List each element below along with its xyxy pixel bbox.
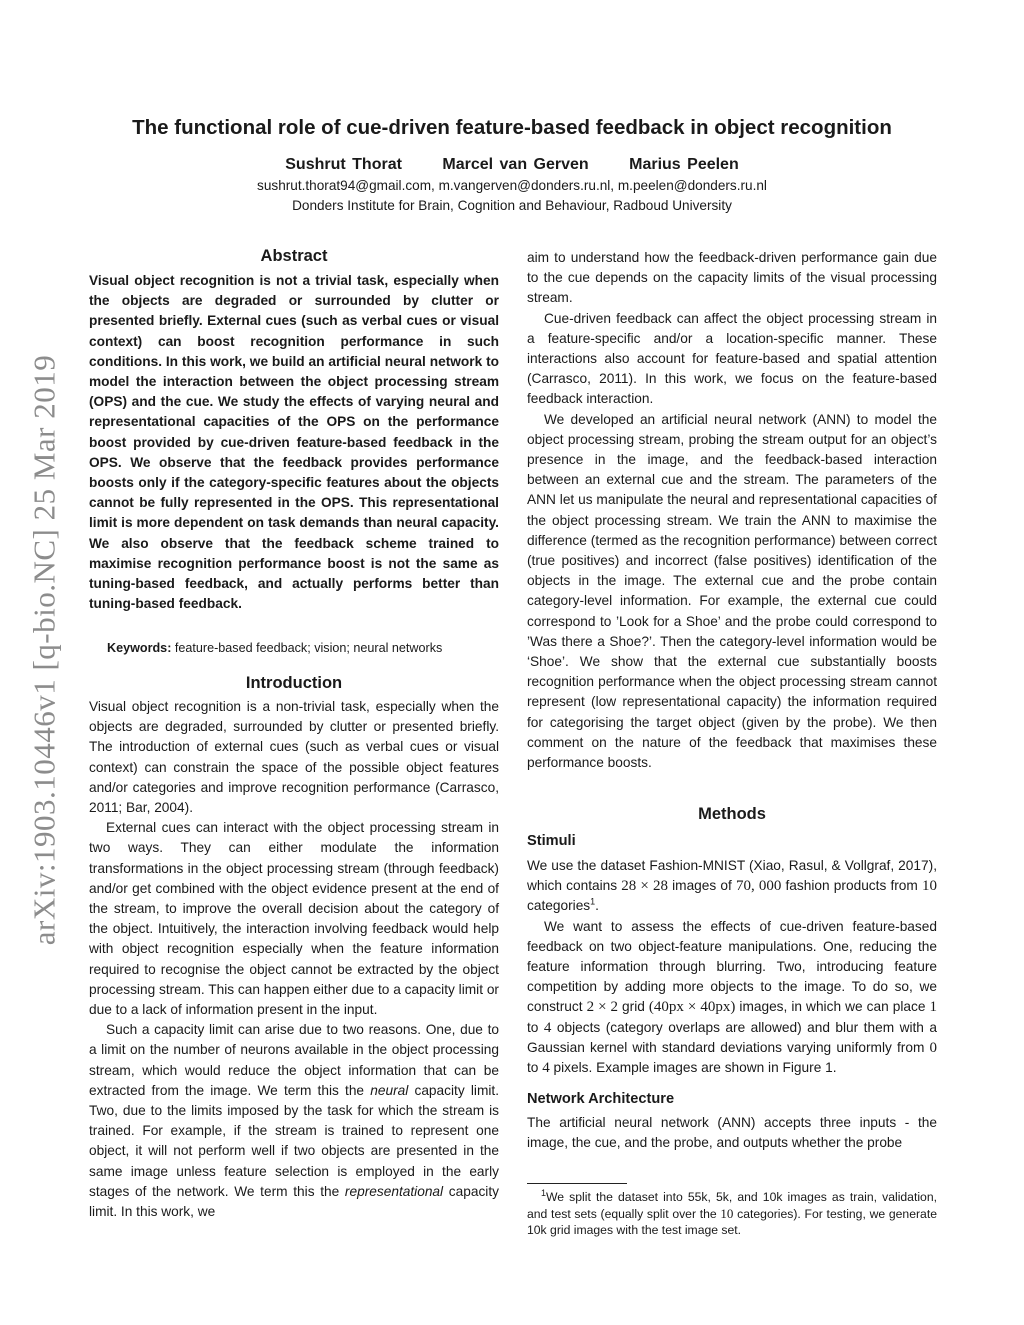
author-emails: sushrut.thorat94@gmail.com, m.vangerven@donders.ru.nl, m.peelen@donders.ru.nl [257, 178, 767, 193]
author-list [0, 156, 1024, 174]
methods-heading: Methods [698, 805, 766, 823]
abstract-heading: Abstract [260, 247, 328, 265]
intro-continued [527, 248, 937, 773]
stimuli-paragraph-2: We want to assess the effects of cue-driven feature-based feedback on two object-feature manipulations. One, reducing the feature information through blurring. Two, introducing feature competition by adding more objects to the image. To do so, we construct 2 × 2 grid (40px × 40px) images, in which we can place 1 to 4 objects (category overlaps are allowed) and blur them with a Gaussian kernel with standard deviations varying uniformly from 0 to 4 pixels. Example images are shown in Figure 1. [527, 918, 937, 1077]
intro-paragraph-6: We developed an artificial neural network (ANN) to model the object processing stream, probing the stream output for an object’s presence in the image, and the feedback-based interaction between an external cue and the stream. The parameters of the ANN let us manipulate the neural and representational capacities of the object processing stream. We train the ANN to maximise the difference (termed as the recognition performance) between correct (true positives) and incorrect (false positives) identification of the objects in the image. The external cue and the probe contain category-level information. For example, the external cue could correspond to ’Look for a Shoe’ and the probe could correspond to ’Was there a Shoe?’. Then the category-level information would be ‘Shoe’. We show that the external cue substantially boosts recognition performance when the object processing stream cannot represent (low representational capacity) the information required for categorising the target object (given by the probe). We then comment on the nature of the feedback that maximises these performance boosts. [527, 411, 937, 771]
intro-paragraph-2: External cues can interact with the object processing stream in two ways. They can either modulate the information transformations in the object processing stream (through feedback) and/or get combined with the object evidence present at the end of the stream, to improve the overall decision about the category of the object. Intuitively, the interaction involving feedback would help with object recognition especially when the feature information required to recognise the object cannot be extracted by the object processing stream. This can happen either due to a capacity limit or due to a lack of information present in the input. [89, 820, 499, 1018]
intro-paragraph-5: Cue-driven feedback can affect the object processing stream in a feature-specific and/or a location-specific manner. These interactions also account for feature-based and spatial attention (Carrasco, 2011). In this work, we focus on the feature-based feedback interaction. [527, 310, 937, 407]
network-architecture-heading: Network Architecture [527, 1091, 675, 1108]
emphasis-neural: neural [370, 1082, 409, 1098]
intro-paragraph-4: aim to understand how the feedback-driven performance gain due to the cue depends on the capacity limits of the visual processing stream. [527, 250, 937, 306]
arxiv-identifier-banner [22, 330, 66, 970]
footnote-number: 1 [541, 1187, 547, 1198]
footnote-marker: 1 [590, 896, 596, 907]
footnote-rule [527, 1183, 627, 1184]
author-affiliation: Donders Institute for Brain, Cognition and Behaviour, Radboud University [292, 198, 732, 213]
author-name: Sushrut Thorat [285, 156, 402, 173]
abstract-section [89, 247, 499, 614]
stimuli-paragraph-1: We use the dataset Fashion-MNIST (Xiao, Rasul, & Vollgraf, 2017), which contains 28 × 28 images of 70, 000 fashion products from 10 categories$^1$. [527, 858, 937, 914]
introduction-section [89, 674, 499, 1222]
intro-paragraph-3: Such a capacity limit can arise due to two reasons. One, due to a limit on the number of neurons available in the object processing stream, which would reduce the object information that can be extracted from the image. We term this the neural capacity limit. Two, due to the limits imposed by the task for which the stream is trained. For example, if the stream is trained to represent one object, it will not perform well if two objects are presented in the same image unless feature selection is employed in the early stages of the network. We term this the representational capacity limit. In this work, we [89, 1022, 500, 1220]
arxiv-identifier-text: arXiv:1903.10446v1 [q-bio.NC] 25 Mar 2019 [26, 354, 61, 946]
keywords-text: feature-based feedback; vision; neural networks [174, 641, 443, 655]
keywords-line [89, 641, 499, 655]
author-name: Marius Peelen [629, 156, 739, 173]
paper-title: The functional role of cue-driven feature-based feedback in object recognition [132, 116, 892, 139]
abstract-text: Visual object recognition is not a trivial task, especially when the objects are degraded or surrounded by clutter or presented briefly. External cues (such as verbal cues or visual context) can boost recognition performance in such conditions. In this work, we build an artificial neural network to model the interaction between the object processing stream (OPS) and the cue. We study the effects of varying neural and representational capacities of the OPS on the performance boost provided by cue-driven feature-based feedback in the OPS. We observe that the feedback provides performance boosts only if the category-specific features about the objects cannot be fully represented in the OPS. This representational limit is more dependent on task demands than neural capacity. We also observe that the feedback scheme trained to maximise recognition performance boost is not the same as tuning-based feedback, and actually performs better than tuning-based feedback. [89, 273, 499, 612]
emphasis-representational: representational [344, 1183, 444, 1199]
introduction-heading: Introduction [245, 674, 343, 692]
methods-section [527, 805, 937, 1154]
author-name: Marcel van Gerven [442, 156, 589, 173]
stimuli-heading: Stimuli [527, 833, 576, 849]
intro-paragraph-1: Visual object recognition is a non-trivial task, especially when the objects are degraded, surrounded by clutter or presented briefly. The introduction of external cues (such as verbal cues or visual context) can constrain the space of the possible object features and/or categories and improve recognition performance (Carrasco, 2011; Bar, 2004). [89, 699, 499, 816]
keywords-label: Keywords: [107, 641, 172, 655]
footnote: $^1$We split the dataset into 55k, 5k, and 10k images as train, validation, and test sets (equally split over the 10 categories). For testing, we generate 10k grid images with the test image set. [527, 1187, 937, 1237]
architecture-paragraph: The artificial neural network (ANN) accepts three inputs - the image, the cue, and the probe, and outputs whether the probe [527, 1115, 937, 1151]
